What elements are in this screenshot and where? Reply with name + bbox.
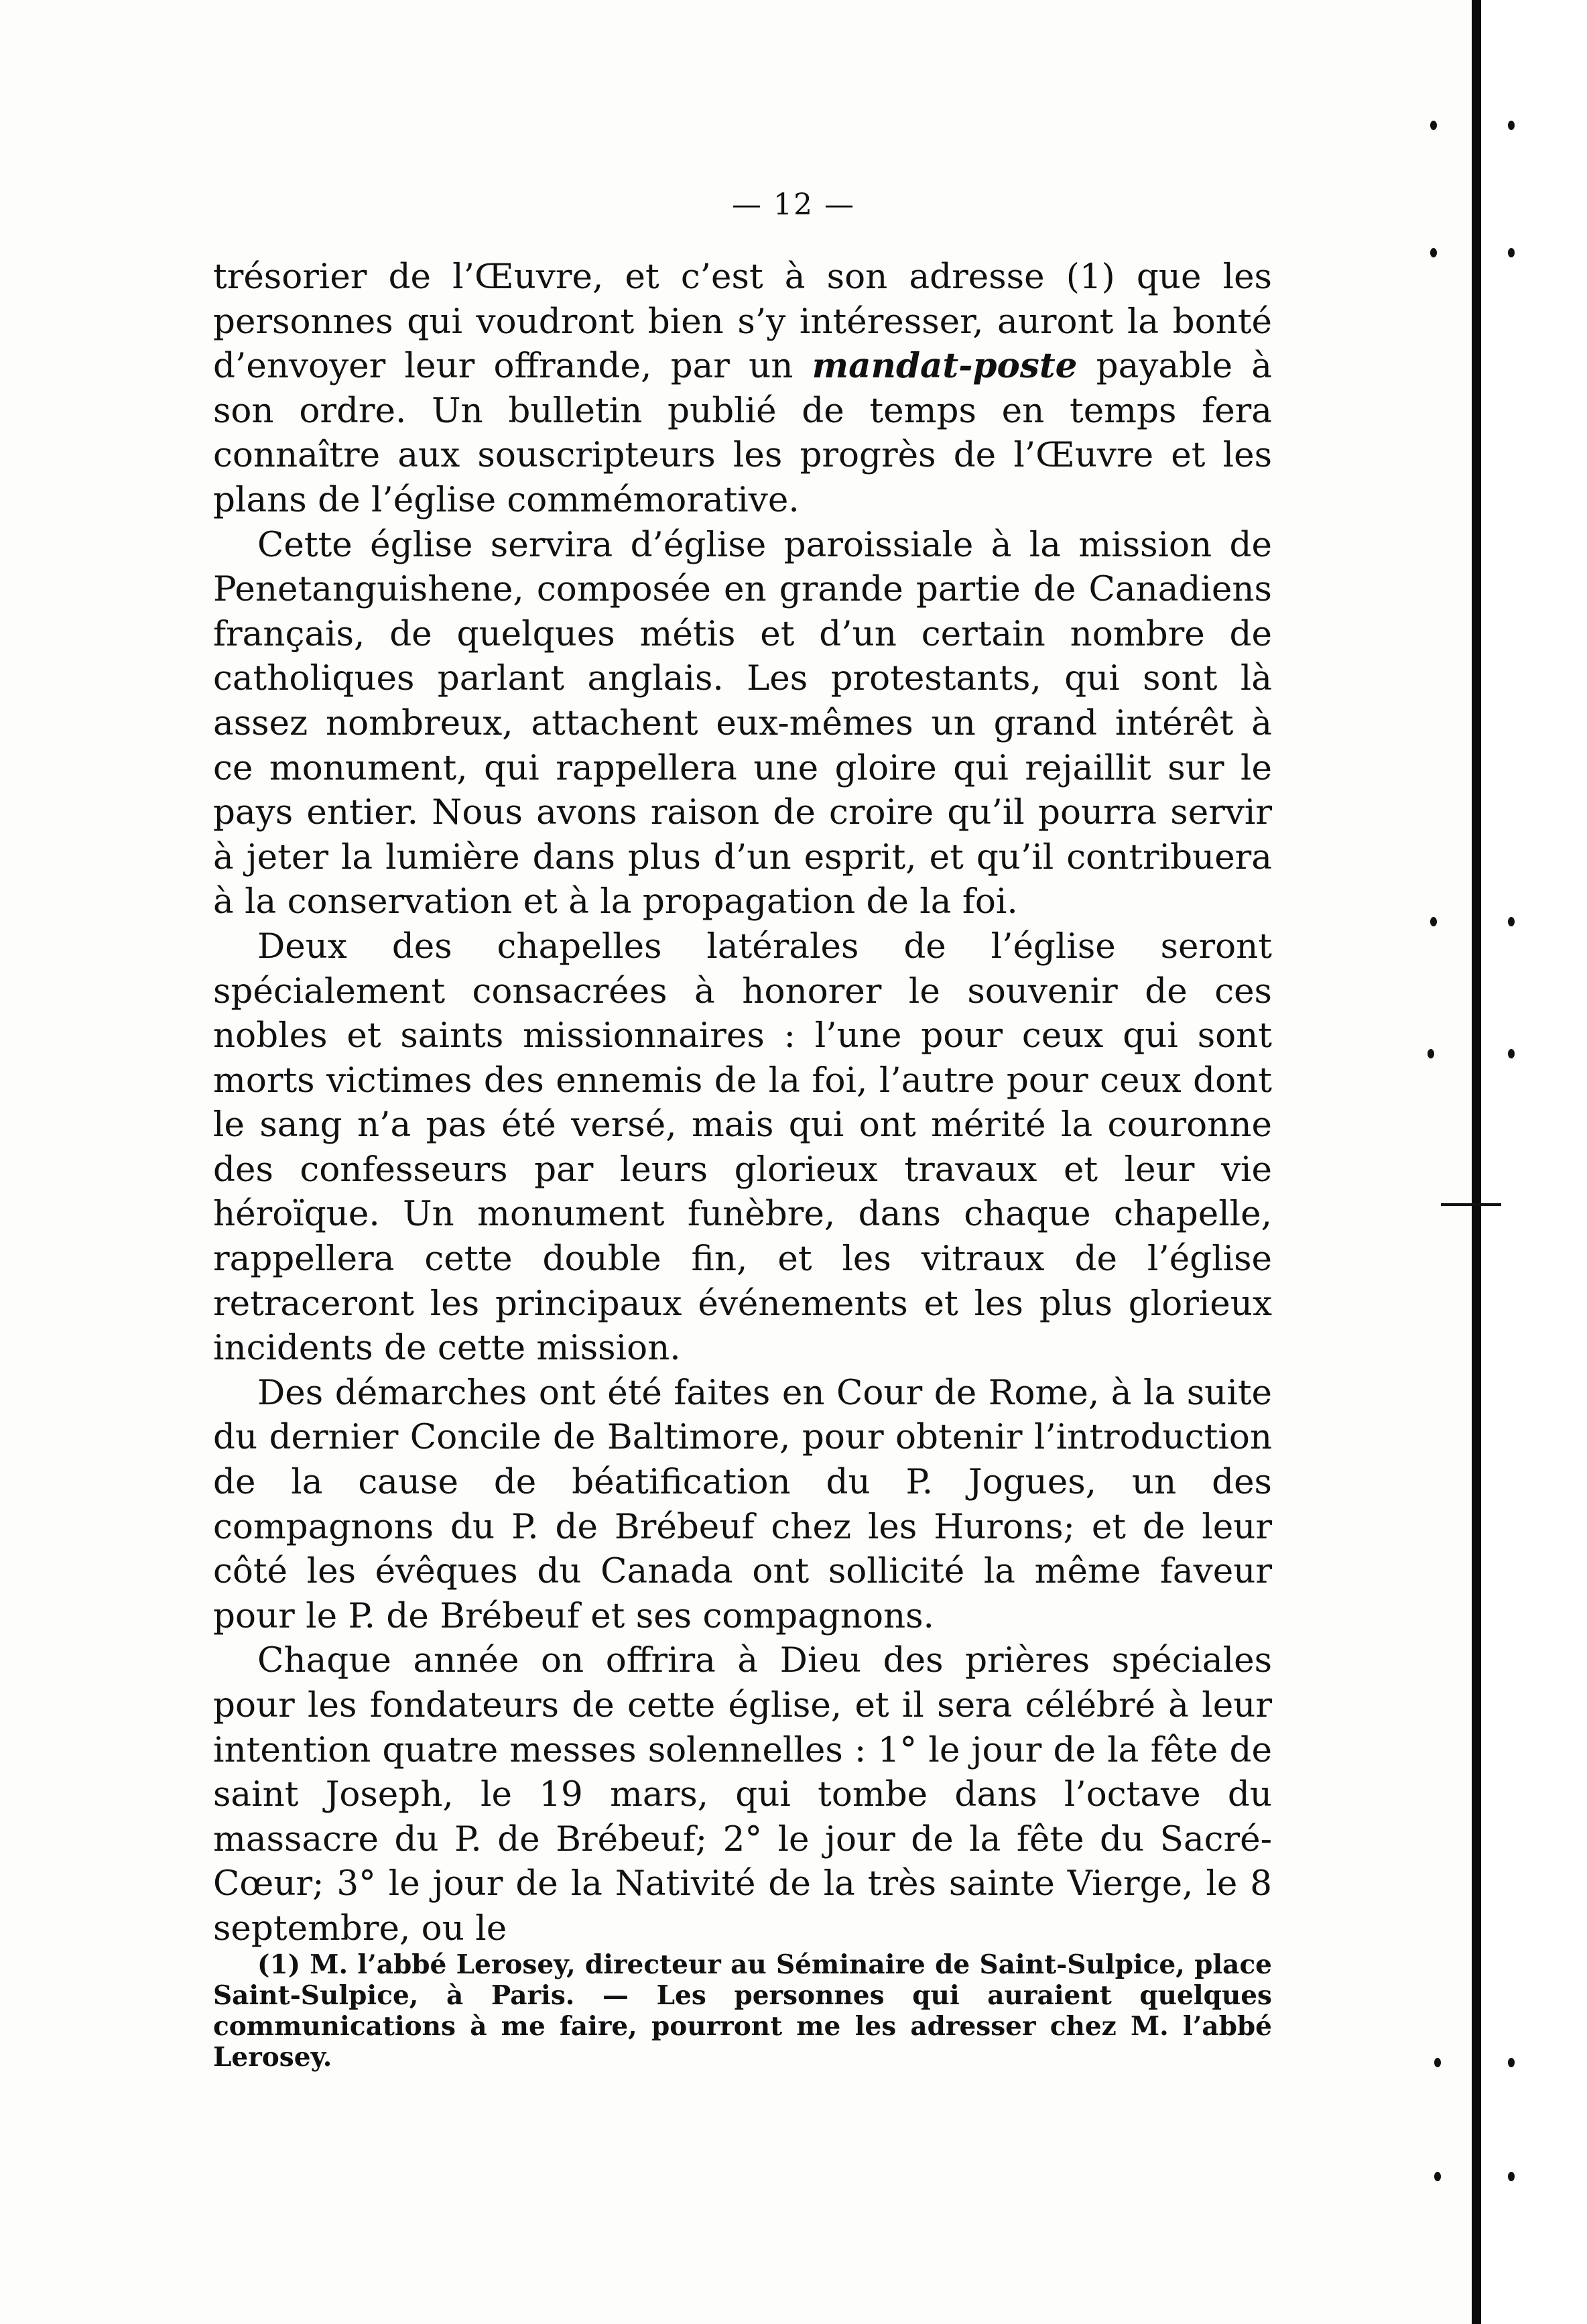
binding-tick-mark bbox=[1441, 1203, 1501, 1206]
paragraph: Deux des chapelles latérales de l’église seront spécialement consacrées à honorer le souvenir de ces nobles et saints missionnaires : l’une pour ceux qui sont morts victimes des ennemis de la foi, l’autre pour ceux dont le sang n’a pas été versé, mais qui ont mérité la couronne des confesseurs par leurs glorieux travaux et leur vie héroïque. Un monument funèbre, dans chaque chapelle, rappellera cette double fin, et les vitraux de l’église retraceront les principaux événements et les plus glorieux incidents de cette mission. bbox=[213, 926, 1272, 1369]
paragraph: Des démarches ont été faites en Cour de Rome, à la suite du dernier Concile de Baltimore, pour obtenir l’introduction de la cause de béatification du P. Jogues, un des compagnons du P. de Brébeuf chez les Hurons; et de leur côté les évêques du Canada ont sollicité la même faveur pour le P. de Brébeuf et ses compagnons. bbox=[213, 1372, 1272, 1636]
footnote bbox=[213, 1949, 1272, 2073]
binding-dot bbox=[1430, 121, 1437, 130]
emphasis-text: mandat-poste bbox=[812, 346, 1078, 387]
binding-dot bbox=[1434, 2058, 1441, 2067]
binding-dot bbox=[1434, 2172, 1441, 2181]
page-number: — 12 — bbox=[732, 188, 855, 222]
paragraph-text: trésorier de l’Œuvre, et c’est à son adresse (1) que les personnes qui voudront bien s’y intéresser, auront la bonté d’envoyer leur offrande, par un bbox=[213, 257, 1272, 387]
binding-dot bbox=[1430, 248, 1437, 257]
binding-dot bbox=[1508, 248, 1515, 257]
binding-dot bbox=[1508, 2058, 1515, 2067]
binding-dot bbox=[1508, 2172, 1515, 2181]
body-text bbox=[213, 255, 1272, 1951]
paragraph bbox=[213, 255, 1272, 523]
binding-dot bbox=[1508, 1049, 1515, 1058]
binding-dot bbox=[1508, 917, 1515, 926]
footnote-text: (1) M. l’abbé Lerosey, directeur au Séminaire de Saint-Sulpice, place Saint-Sulpice, à Paris. — Les personnes qui auraient quelques communications à me faire, pourront me les adresser chez M. l’abbé Lerosey. bbox=[213, 1949, 1272, 2073]
binding-edge-line bbox=[1472, 0, 1481, 2324]
paragraph: Chaque année on offrira à Dieu des prières spéciales pour les fondateurs de cette église, et il sera célébré à leur intention quatre messes solennelles : 1° le jour de la fête de saint Joseph, le 19 mars, qui tombe dans l’octave du massacre du P. de Brébeuf; 2° le jour de la fête du Sacré-Cœur; 3° le jour de la Nativité de la très sainte Vierge, le 8 septembre, ou le bbox=[213, 1640, 1272, 1949]
binding-dot bbox=[1508, 121, 1515, 130]
binding-margin bbox=[1481, 0, 1587, 2324]
paragraph: Cette église servira d’église paroissiale à la mission de Penetanguishene, composée en grande partie de Canadiens français, de quelques métis et d’un certain nombre de catholiques parlant anglais. Les protestants, qui sont là assez nombreux, attachent eux-mêmes un grand intérêt à ce monument, qui rappellera une gloire qui rejaillit sur le pays entier. Nous avons raison de croire qu’il pourra servir à jeter la lumière dans plus d’un esprit, et qu’il contribuera à la conservation et à la propagation de la foi. bbox=[213, 524, 1272, 922]
binding-dot bbox=[1427, 1049, 1434, 1058]
binding-dot bbox=[1430, 917, 1437, 926]
paragraph-text: payable à son ordre. Un bulletin publié de temps en temps fera connaître aux souscripteurs les progrès de l’Œuvre et les plans de l’église commémorative. bbox=[213, 346, 1272, 520]
